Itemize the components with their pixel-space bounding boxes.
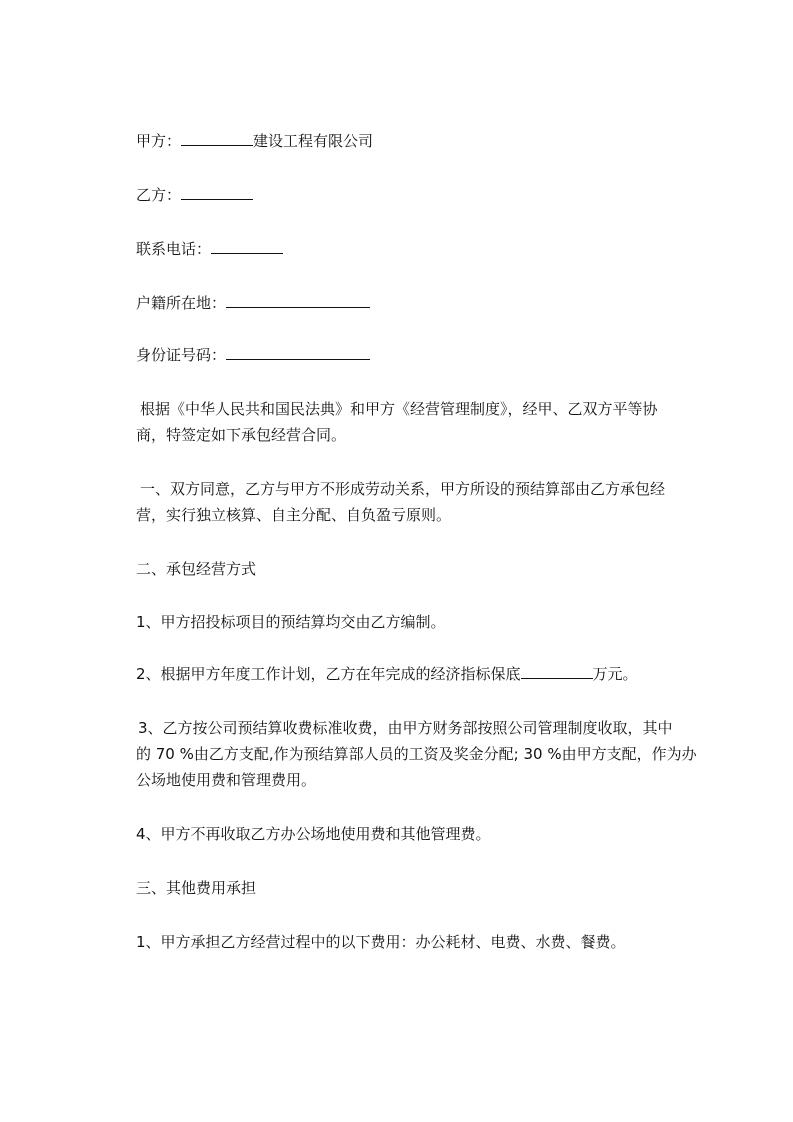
- section2-item3-line-2: 的 70 %由乙方支配,作为预结算部人员的工资及奖金分配; 30 %由甲方支配，作为办: [136, 745, 697, 763]
- section2-item4: 4、甲方不再收取乙方办公场地使用费和其他管理费。: [136, 825, 491, 843]
- id-blank: [226, 345, 370, 360]
- residence-line: [136, 293, 370, 313]
- item2-amount-blank: [521, 664, 593, 679]
- item2-suffix: 万元。: [592, 665, 638, 683]
- section2-item3-line-3: 公场地使用费和管理费用。: [136, 771, 317, 789]
- item2-prefix: 2、根据甲方年度工作计划，乙方在年完成的经济指标保底: [136, 665, 521, 683]
- phone-label: 联系电话：: [136, 240, 212, 258]
- section2-item1: 1、甲方招投标项目的预结算均交由乙方编制。: [136, 613, 446, 631]
- intro-line-2: 商，特签定如下承包经营合同。: [136, 426, 347, 444]
- clause1-line-1: 一、双方同意，乙方与甲方不形成劳动关系，甲方所设的预结算部由乙方承包经: [140, 480, 666, 498]
- clause1-line-2: 营，实行独立核算、自主分配、自负盈亏原则。: [136, 506, 452, 524]
- section3-item1: 1、甲方承担乙方经营过程中的以下费用：办公耗材、电费、水费、餐费。: [136, 933, 626, 951]
- party-b-line: [136, 185, 253, 205]
- residence-blank: [226, 293, 370, 308]
- id-label: 身份证号码：: [136, 346, 227, 364]
- intro-line-1: 根据《中华人民共和国民法典》和甲方《经营管理制度》，经甲、乙双方平等协: [140, 400, 658, 418]
- party-b-label: 乙方：: [136, 186, 182, 204]
- phone-blank: [211, 239, 283, 254]
- party-a-suffix: 建设工程有限公司: [253, 132, 374, 150]
- id-line: [136, 345, 370, 365]
- section2-item2: [136, 664, 638, 684]
- section3-heading: 三、其他费用承担: [136, 879, 257, 897]
- party-a-line: [136, 131, 373, 151]
- section2-heading: 二、承包经营方式: [136, 560, 257, 578]
- section2-item3-line-1: 3、乙方按公司预结算收费标准收费，由甲方财务部按照公司管理制度收取，其中: [138, 719, 673, 737]
- residence-label: 户籍所在地：: [136, 294, 227, 312]
- phone-line: [136, 239, 283, 259]
- party-b-blank: [181, 185, 253, 200]
- party-a-label: 甲方：: [136, 132, 182, 150]
- party-a-blank: [181, 131, 253, 146]
